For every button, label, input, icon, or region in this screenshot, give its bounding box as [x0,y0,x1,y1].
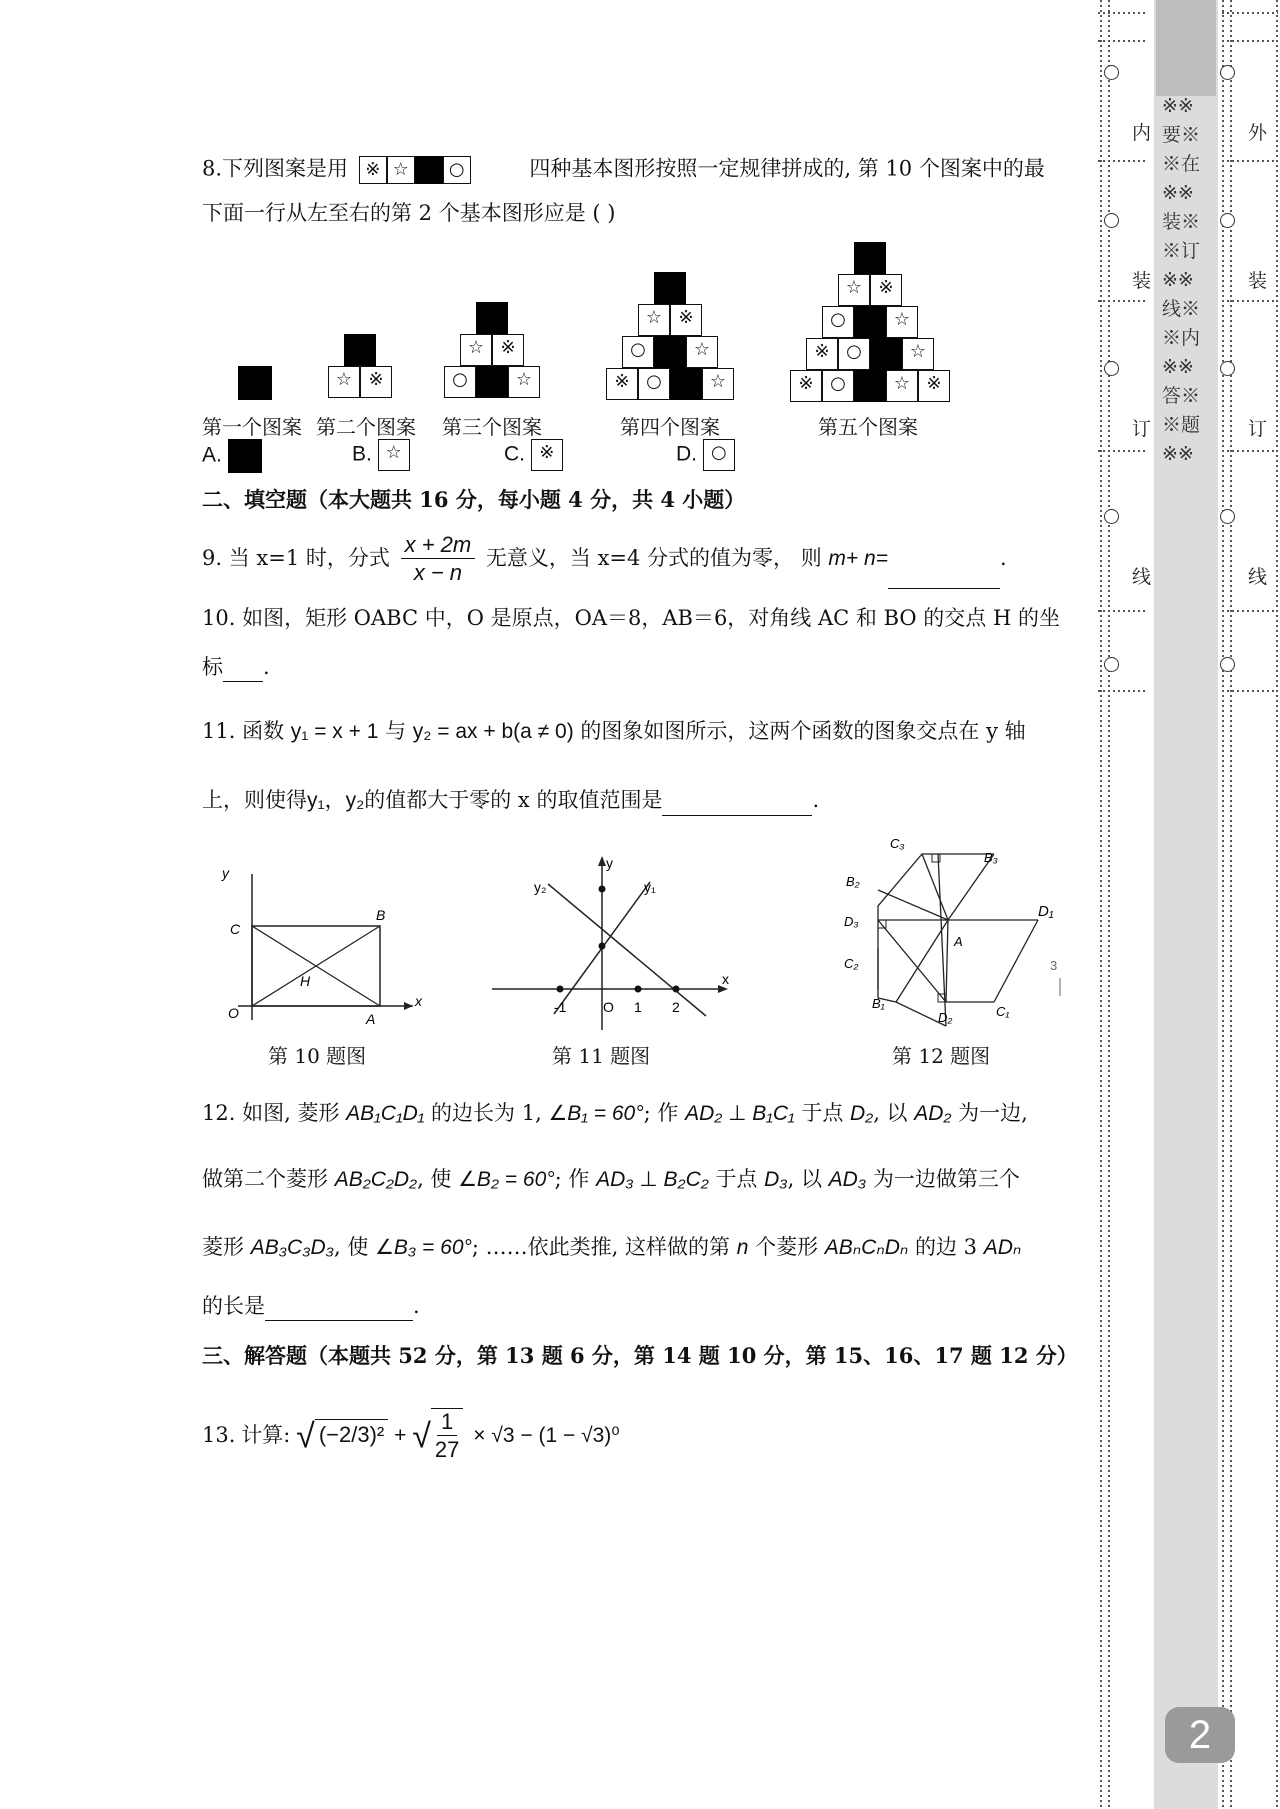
margin-rule [1276,0,1278,1809]
binding-hole-icon [1220,361,1235,376]
inner-label-xian: 线 [1132,566,1152,588]
margin-dash [1098,40,1146,42]
q12-line2: 做第二个菱形 AB₂C₂D₂, 使 ∠B₂ = 60°; 作 AD₃ ⊥ B₂C₂ 于点 D₃, 以 AD₃ 为一边做第三个 [202,1167,1020,1191]
fig11-label-minus1: -1 [554,999,567,1015]
binding-hole-icon [1220,509,1235,524]
pattern-cell [870,338,902,370]
pattern-caption: 第四个图案 [620,415,720,439]
q10-line1: 10. 如图，矩形 OABC 中，O 是原点，OA＝8，AB＝6，对角线 AC 和 BO 的交点 H 的坐 [202,606,1060,630]
pattern-caption: 第三个图案 [442,415,542,439]
shape-reference-mark: ※ [359,156,387,184]
figure-12-caption: 第 12 题图 [892,1044,991,1068]
pattern-cell: ○ [838,338,870,370]
fig12-label-3: 3 [1050,958,1058,973]
fig10-label-o: O [228,1005,239,1021]
pattern-caption: 第一个图案 [202,415,302,439]
binding-margin [1098,0,1280,1809]
pattern-cell [854,242,886,274]
binding-hole-icon [1220,657,1235,672]
margin-rule [1230,0,1232,1809]
fig12-label-d1: D₁ [1038,903,1054,920]
pattern-cell: ※ [918,370,950,402]
pattern-cell: ☆ [886,306,918,338]
fig12-label-b1: B₁ [872,996,885,1011]
binding-hole-icon [1104,213,1119,228]
pattern-caption: 第五个图案 [818,415,918,439]
basic-shapes-strip [359,152,519,188]
q9-answer-blank[interactable] [888,566,1000,589]
binding-warning: ※※ 要※ ※在 ※※ 装※ ※订 ※※ 线※ ※内 ※※ 答※ ※题 ※※ [1162,95,1201,465]
margin-dash [1222,450,1278,452]
shape-black-square [415,156,443,184]
pattern-cell [476,302,508,334]
pattern-cell: ☆ [886,370,918,402]
pattern-cell [476,366,508,398]
fig10-label-a: A [366,1011,376,1027]
fig11-label-x: x [722,971,729,987]
sqrt-sign-icon: √ [412,1417,431,1456]
margin-dash [1098,610,1146,612]
margin-dash [1098,450,1146,452]
margin-rule [1108,0,1110,1809]
fig12-label-d3: D₃ [844,914,859,929]
option-d-shape: ○ [703,439,735,471]
outer-label-zhuang: 装 [1248,270,1268,292]
shape-circle: ○ [443,156,471,184]
pattern-cell [654,336,686,368]
section-3-heading: 三、解答题（本题共 52 分，第 13 题 6 分，第 14 题 10 分，第 15、16、17 题 12 分） [202,1343,1078,1368]
margin-dash [1098,690,1146,692]
figure-10-caption: 第 10 题图 [268,1044,367,1068]
q9-fraction: $\frac{x + 2m}{x - n}$ [401,532,476,587]
figure-11 [488,852,738,1032]
margin-rule [1100,0,1102,1809]
q12-line3: 菱形 AB₃C₃D₃, 使 ∠B₃ = 60°; ……依此类推, 这样做的第 n 个菱形 ABₙCₙDₙ 的边 3 ADₙ [202,1235,1022,1259]
q12-line1: 12. 如图, 菱形 AB₁C₁D₁ 的边长为 1, ∠B₁ = 60°; 作 AD₂ ⊥ B₁C₁ 于点 D₂, 以 AD₂ 为一边, [202,1101,1028,1125]
pattern-cell: ☆ [838,274,870,306]
margin-dash [1222,690,1278,692]
pattern-cell [670,368,702,400]
option-b-shape: ☆ [378,439,410,471]
fig10-label-x: x [415,993,422,1009]
pattern-cell [344,334,376,366]
binding-hole-icon [1104,509,1119,524]
fig11-label-o: O [603,999,614,1015]
pattern-cell: ○ [444,366,476,398]
margin-dash [1098,12,1146,14]
pattern-cell: ☆ [508,366,540,398]
fig12-label-c2: C₂ [844,956,859,971]
page-number: 2 [1165,1707,1235,1763]
fig11-label-y: y [606,855,613,871]
fig12-label-a: A [954,934,963,949]
binding-hole-icon [1104,361,1119,376]
outer-label-wai: 外 [1248,122,1268,144]
pattern-caption: 第二个图案 [316,415,416,439]
margin-dash [1098,300,1146,302]
sqrt-sign-icon: √ [296,1417,315,1456]
fig12-label-b3: B₃ [984,850,998,865]
q13-fraction: $\frac{1}{27}$ [431,1408,463,1464]
q12-line4: 的长是 . [202,1291,420,1321]
fig12-label-c3: C₃ [890,836,905,851]
q11-line1: 11. 函数 y₁ = x + 1 与 y₂ = ax + b(a ≠ 0) 的图象如图所示，这两个函数的图象交点在 y 轴 [202,719,1026,743]
pattern-cell [654,272,686,304]
option-c-shape: ※ [531,439,563,471]
fig10-label-y: y [222,865,229,881]
margin-dash [1098,160,1146,162]
q8-line2: 下面一行从左至右的第 2 个基本图形应是 ( ) [202,201,616,225]
q11-line2: 上，则使得y₁，y₂的值都大于零的 x 的取值范围是 . [202,785,819,816]
pattern-cell: ○ [822,370,854,402]
fig11-label-y2: y₂ [534,879,547,895]
margin-dash [1222,40,1278,42]
option-b[interactable]: B. ☆ [352,439,410,471]
binding-hole-icon [1104,657,1119,672]
pattern-cell: ☆ [638,304,670,336]
section-2-heading: 二、填空题（本大题共 16 分，每小题 4 分，共 4 小题） [202,487,746,512]
outer-label-xian: 线 [1248,566,1268,588]
fig11-label-2: 2 [672,999,680,1015]
pattern-cell [238,366,272,400]
fig12-label-d2: D₂ [938,1010,953,1025]
pattern-cell: ○ [622,336,654,368]
inner-label-ding: 订 [1132,418,1152,440]
figure-12 [838,830,1078,1030]
pattern-cell [854,370,886,402]
margin-rule [1222,0,1224,1809]
fig10-label-b: B [376,907,386,923]
pattern-cell: ☆ [460,334,492,366]
fig10-label-c: C [230,921,241,937]
margin-dash [1222,160,1278,162]
pattern-cell: ☆ [902,338,934,370]
pattern-cell: ※ [790,370,822,402]
outer-label-ding: 订 [1248,418,1268,440]
fig10-label-h: H [300,973,311,989]
pattern-cell: ☆ [686,336,718,368]
pattern-cell: ☆ [328,366,360,398]
pattern-cell: ※ [492,334,524,366]
pattern-cell: ○ [822,306,854,338]
q13: 13. 计算: √ (−2/3)² + √ $\frac{1}{27}$ × √3 − (1 − √3)⁰ [202,1409,620,1463]
pattern-cell: ※ [806,338,838,370]
fig12-label-c1: C₁ [996,1004,1010,1019]
q12-answer-blank[interactable] [265,1298,413,1321]
fig11-label-y1: y₁ [644,879,656,895]
option-d[interactable]: D. ○ [676,439,735,471]
inner-label-zhuang: 装 [1132,270,1152,292]
option-a[interactable]: A. [202,439,262,473]
figure-10 [208,862,428,1032]
pattern-cell: ※ [360,366,392,398]
figure-11-caption: 第 11 题图 [552,1044,651,1068]
pattern-cell [854,306,886,338]
fig11-label-1: 1 [634,999,642,1015]
binding-hole-icon [1220,65,1235,80]
pattern-cell: ○ [638,368,670,400]
margin-dash [1222,12,1278,14]
fig12-label-b2: B₂ [846,874,860,889]
inner-label-nei: 内 [1132,122,1152,144]
margin-dash [1222,300,1278,302]
q10-answer-blank[interactable] [223,659,263,682]
option-c[interactable]: C. ※ [504,439,563,471]
q8-line1: 8.下列图案是用 ※ ☆ ○ 四种基本图形按照一定规律拼成的, 第 10 个图案中的最 [202,152,1045,188]
binding-gray-top [1156,0,1216,96]
q10-line2: 标 . [202,652,270,682]
q9: 9. 当 x=1 时，分式 $\frac{x + 2m}{x - n}$ 无意义，当 x=4 分式的值为零， 则 m+ n= . [202,528,1007,589]
binding-hole-icon [1220,213,1235,228]
pattern-cell: ※ [870,274,902,306]
pattern-cell: ☆ [702,368,734,400]
shape-star: ☆ [387,156,415,184]
q11-answer-blank[interactable] [662,793,812,816]
margin-dash [1222,610,1278,612]
option-a-shape [228,439,262,473]
binding-hole-icon [1104,65,1119,80]
pattern-cell: ※ [606,368,638,400]
pattern-cell: ※ [670,304,702,336]
